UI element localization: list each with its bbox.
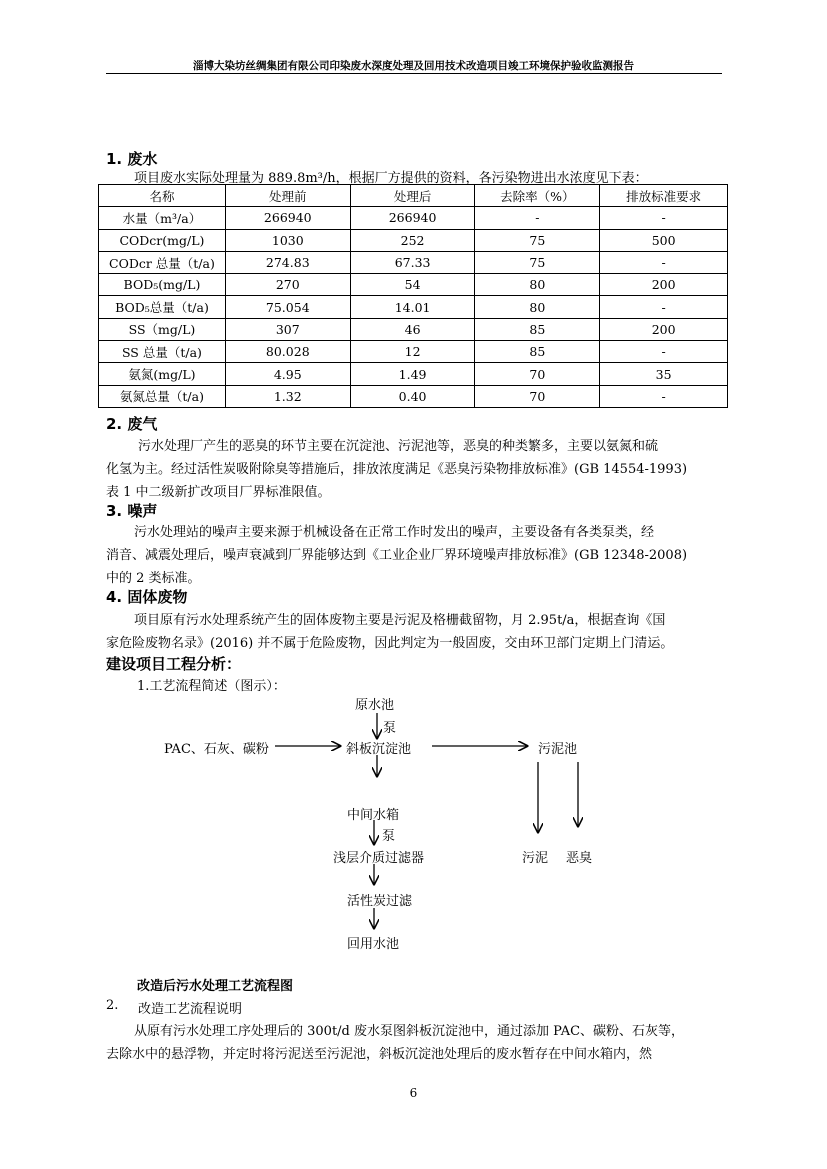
table-cell: 水量（m³/a） [99,207,226,229]
table-cell: BOD₅总量（t/a) [99,296,226,318]
flow-node-mid-tank: 中间水箱 [347,808,400,823]
table-cell: 500 [600,229,728,251]
table-cell: 266940 [225,207,350,229]
waste-gas-line: 化氢为主。经过活性炭吸附除臭等措施后，排放浓度满足《恶臭污染物排放标准》(GB 14554-1993) [106,462,688,477]
table-cell: 46 [350,318,475,340]
table-header-cell: 排放标准要求 [600,185,728,207]
table-cell: CODcr(mg/L) [99,229,226,251]
table-header-cell: 去除率（%） [475,185,600,207]
table-cell: 0.40 [350,385,475,407]
flow-label-pump: 泵 [383,721,397,736]
noise-line: 中的 2 类标准。 [106,571,201,586]
flow-subheading: 1.工艺流程简述（图示）： [137,679,286,694]
wastewater-intro: 项目废水实际处理量为 889.8m³/h，根据厂方提供的资料，各污染物进出水浓度见下表： [134,171,648,186]
table-cell: - [600,385,728,407]
table-cell: - [600,207,728,229]
table-cell: 75 [475,229,600,251]
heading-analysis: 建设项目工程分析： [106,655,242,673]
table-cell: 1.32 [225,385,350,407]
heading-noise: 3. 噪声 [106,502,158,520]
table-cell: 200 [600,318,728,340]
table-cell: 1030 [225,229,350,251]
table-cell: 200 [600,274,728,296]
page-number: 6 [409,1086,418,1100]
item2-line: 从原有污水处理工序处理后的 300t/d 废水泵图斜板沉淀池中，通过添加 PAC、碳粉、石灰等， [134,1024,685,1039]
flow-node-reuse-pool: 回用水池 [347,937,400,952]
table-cell: 12 [350,341,475,363]
item2-line: 去除水中的悬浮物，并定时将污泥送至污泥池，斜板沉淀池处理后的废水暂存在中间水箱内，然 [106,1047,653,1062]
table-cell: 75 [475,251,600,273]
table-cell: - [600,251,728,273]
table-cell: - [600,296,728,318]
table-cell: 80 [475,274,600,296]
noise-line: 污水处理站的噪声主要来源于机械设备在正常工作时发出的噪声，主要设备有各类泵类，经 [134,525,655,540]
flow-node-filter: 浅层介质过滤器 [333,851,425,866]
heading-wastewater: 1. 废水 [106,150,158,168]
table-cell: - [600,341,728,363]
flow-node-settler: 斜板沉淀池 [346,742,412,757]
flow-node-sludge: 污泥 [522,851,549,866]
table-cell: 70 [475,385,600,407]
solid-waste-line: 家危险废物名录》(2016) 并不属于危险废物，因此判定为一般固废，交由环卫部门定期上门清运。 [106,636,674,651]
flow-caption: 改造后污水处理工艺流程图 [137,979,294,994]
item2-title: 改造工艺流程说明 [138,1002,243,1017]
table-cell: 307 [225,318,350,340]
table-cell: 252 [350,229,475,251]
table-cell: 266940 [350,207,475,229]
table-cell: SS（mg/L) [99,318,226,340]
table-cell: 85 [475,318,600,340]
item2-number: 2. [106,998,119,1013]
table-cell: 67.33 [350,251,475,273]
table-cell: CODcr 总量（t/a) [99,251,226,273]
table-header-cell: 处理后 [350,185,475,207]
table-cell: 氨氮(mg/L) [99,363,226,385]
table-cell: 85 [475,341,600,363]
table-cell: 14.01 [350,296,475,318]
table-cell: - [475,207,600,229]
table-header-cell: 处理前 [225,185,350,207]
flow-node-sludge-pool: 污泥池 [538,742,578,757]
table-header-cell: 名称 [99,185,226,207]
table-cell: BOD₅(mg/L) [99,274,226,296]
table-cell: 80 [475,296,600,318]
table-cell: 4.95 [225,363,350,385]
table-cell: 270 [225,274,350,296]
flow-node-chemicals: PAC、石灰、碳粉 [164,742,269,757]
table-cell: SS 总量（t/a) [99,341,226,363]
heading-waste-gas: 2. 废气 [106,415,158,433]
flow-node-carbon-filter: 活性炭过滤 [347,894,413,909]
table-cell: 54 [350,274,475,296]
table-cell: 75.054 [225,296,350,318]
table-cell: 氨氮总量（t/a) [99,385,226,407]
noise-line: 消音、减震处理后，噪声衰减到厂界能够达到《工业企业厂界环境噪声排放标准》(GB 12348-2008) [106,548,688,563]
solid-waste-line: 项目原有污水处理系统产生的固体废物主要是污泥及格栅截留物，月 2.95t/a，根据查询《国 [134,613,666,628]
flow-label-pump: 泵 [382,829,396,844]
report-header: 淄博大染坊丝绸集团有限公司印染废水深度处理及回用技术改造项目竣工环境保护验收监测报告 [193,60,634,72]
flow-node-raw-pool: 原水池 [355,698,395,713]
waste-gas-line: 表 1 中二级新扩改项目厂界标准限值。 [106,485,331,500]
table-cell: 80.028 [225,341,350,363]
table-cell: 1.49 [350,363,475,385]
waste-gas-line: 污水处理厂产生的恶臭的环节主要在沉淀池、污泥池等，恶臭的种类繁多，主要以氨氮和硫 [138,439,659,454]
table-cell: 274.83 [225,251,350,273]
table-cell: 70 [475,363,600,385]
table-cell: 35 [600,363,728,385]
flow-node-odor: 恶臭 [566,851,593,866]
heading-solid-waste: 4. 固体废物 [106,588,188,606]
